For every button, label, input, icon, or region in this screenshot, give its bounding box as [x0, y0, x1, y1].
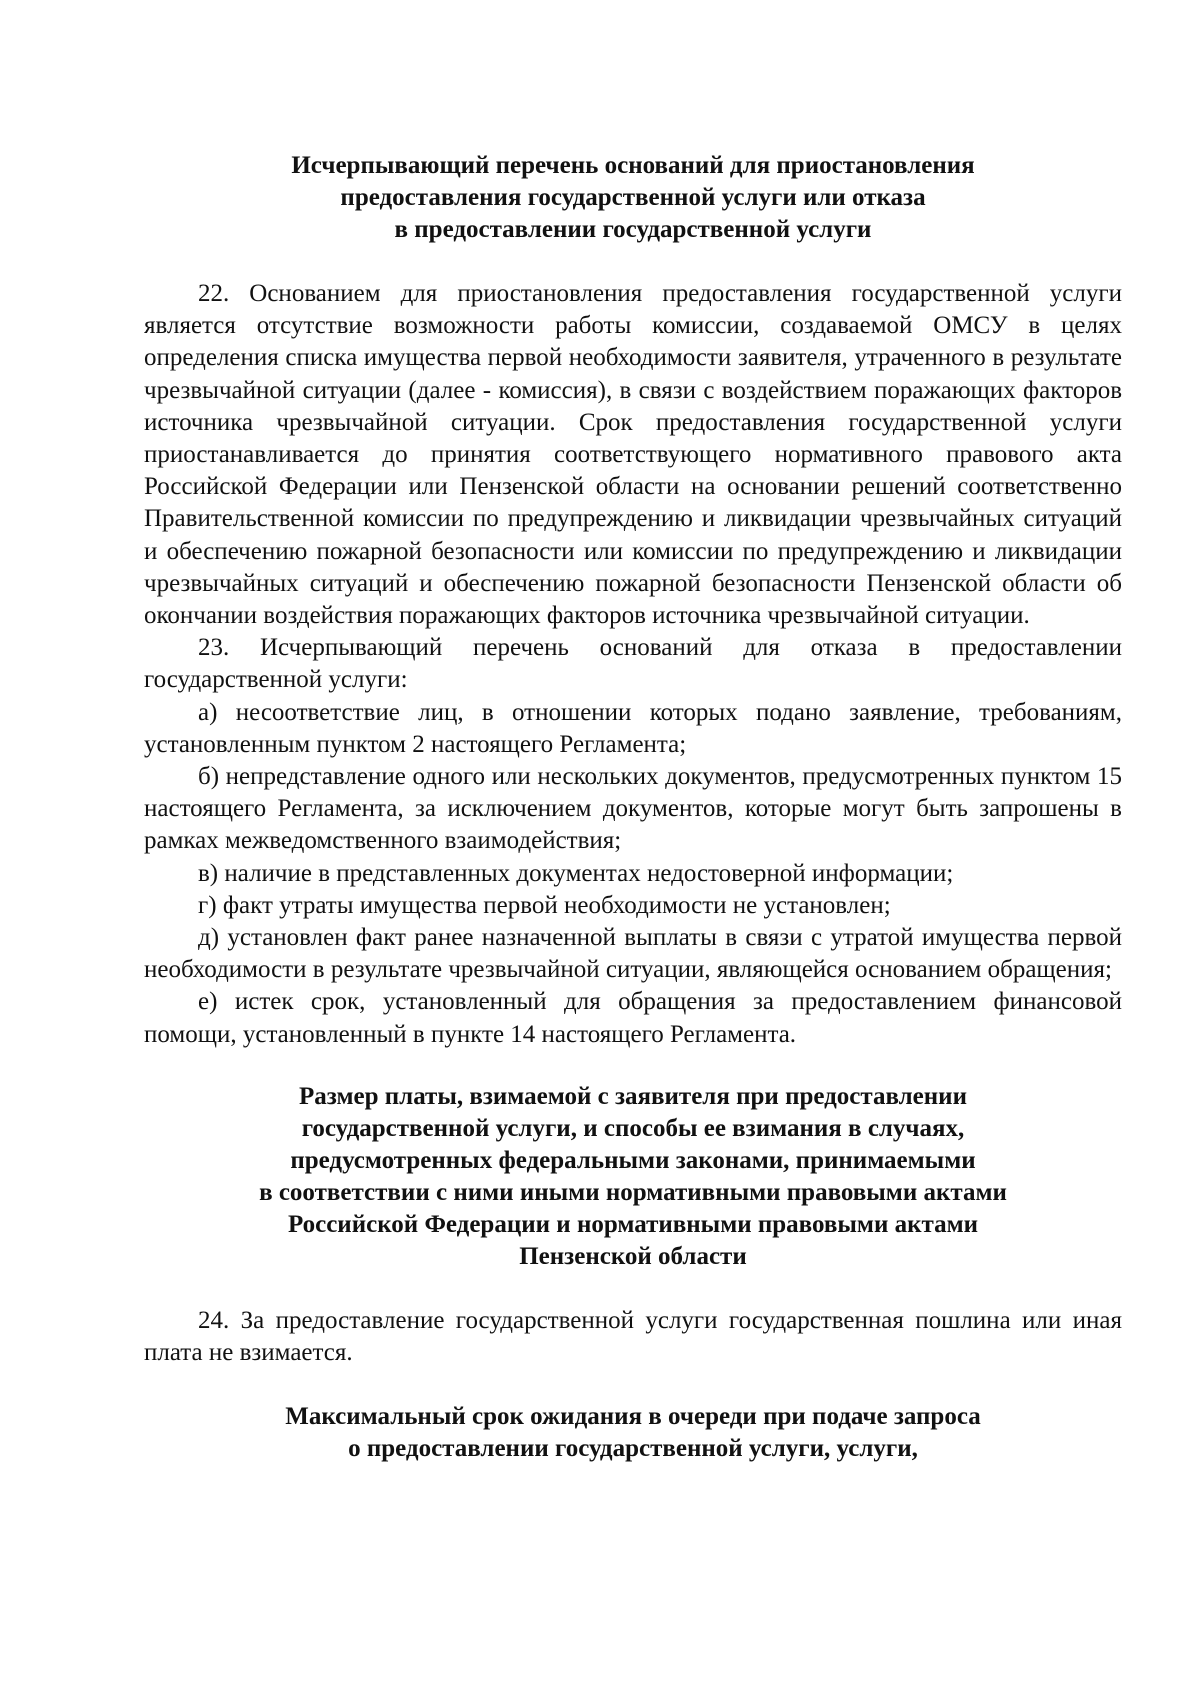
- heading-line: государственной услуги, и способы ее взимания в случаях,: [301, 1114, 965, 1142]
- heading-line: Исчерпывающий перечень оснований для приостановления: [291, 152, 975, 179]
- paragraph-23: 23. Исчерпывающий перечень оснований для отказа в предоставлении государственной услуги:: [144, 634, 1122, 694]
- section-heading-fee: [144, 1081, 1122, 1273]
- list-item-a: а) несоответствие лиц, в отношении которых подано заявление, требованиям, установленным пунктом 2 настоящего Регламента;: [144, 698, 1122, 758]
- heading-line: в предоставлении государственной услуги: [394, 216, 872, 243]
- spacer: [144, 246, 1122, 278]
- spacer: [144, 1051, 1122, 1081]
- heading-line: Размер платы, взимаемой с заявителя при предоставлении: [299, 1082, 967, 1110]
- spacer: [144, 1369, 1122, 1401]
- heading-line: предоставления государственной услуги или отказа: [340, 184, 926, 211]
- paragraph-22: 22. Основанием для приостановления предоставления государственной услуги является отсутствие возможности работы комиссии, создаваемой ОМСУ в целях определения списка имущества первой необходимости заявителя, утраченного в результате чрезвычайной ситуации (далее - комиссия), в связи с воздействием поражающих факторов источника чрезвычайной ситуации. Срок предоставления государственной услуги приостанавливается до принятия соответствующего нормативного правового акта Российской Федерации или Пензенской области на основании решений соответственно Правительственной комиссии по предупреждению и ликвидации чрезвычайных ситуаций и обеспечению пожарной безопасности или комиссии по предупреждению и ликвидации чрезвычайных ситуаций и обеспечению пожарной безопасности Пензенской области об окончании воздействия поражающих факторов источника чрезвычайной ситуации.: [144, 280, 1122, 630]
- heading-line: о предоставлении государственной услуги, услуги,: [348, 1435, 918, 1463]
- list-item-b: б) непредставление одного или нескольких документов, предусмотренных пунктом 15 настоящего Регламента, за исключением документов, которые могут быть запрошены в рамках межведомственного взаимодействия;: [144, 763, 1122, 855]
- list-item-e: е) истек срок, установленный для обращения за предоставлением финансовой помощи, установленный в пункте 14 настоящего Регламента.: [144, 988, 1122, 1048]
- heading-line: Пензенской области: [519, 1242, 747, 1270]
- heading-line: Максимальный срок ожидания в очереди при подаче запроса: [285, 1403, 981, 1431]
- heading-line: предусмотренных федеральными законами, принимаемыми: [290, 1146, 976, 1174]
- list-item-v: в) наличие в представленных документах недостоверной информации;: [198, 859, 954, 887]
- list-item-g: г) факт утраты имущества первой необходимости не установлен;: [198, 891, 891, 919]
- document-body: [144, 150, 1122, 1465]
- spacer: [144, 1273, 1122, 1305]
- heading-line: Российской Федерации и нормативными правовыми актами: [287, 1210, 979, 1238]
- paragraph-24: 24. За предоставление государственной услуги государственная пошлина или иная плата не взимается.: [144, 1306, 1122, 1367]
- heading-line: в соответствии с ними иными нормативными правовыми актами: [259, 1178, 1007, 1206]
- section-heading-queue-time: [144, 1401, 1122, 1465]
- list-item-d: д) установлен факт ранее назначенной выплаты в связи с утратой имущества первой необходимости в результате чрезвычайной ситуации, являющейся основанием обращения;: [144, 924, 1122, 984]
- section-heading-suspension-grounds: [144, 150, 1122, 246]
